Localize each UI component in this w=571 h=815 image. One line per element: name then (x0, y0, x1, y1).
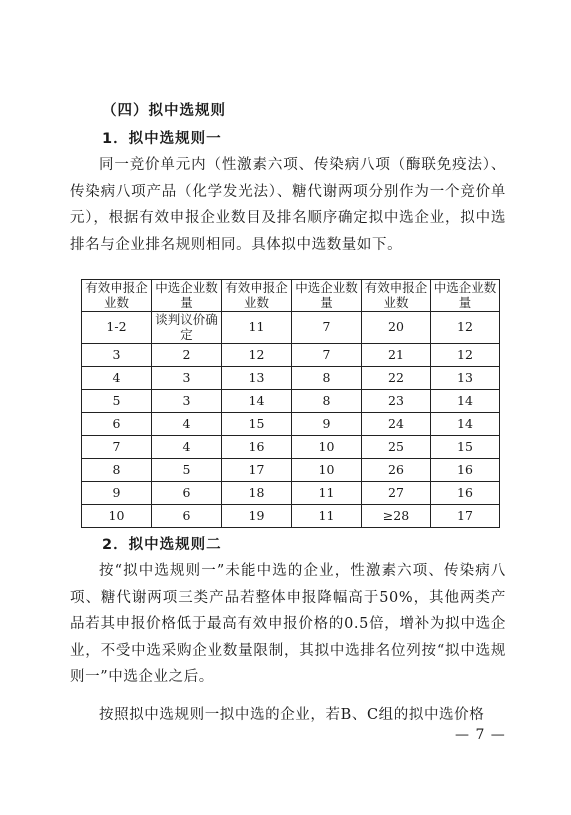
table-cell: 13 (431, 367, 500, 390)
table-cell: 18 (222, 482, 292, 505)
table-cell: 4 (82, 367, 152, 390)
table-cell: 10 (82, 505, 152, 528)
table-cell: ≥28 (362, 505, 431, 528)
table-row (82, 482, 500, 505)
table-cell: 16 (431, 459, 500, 482)
table-header-cell: 有效申报企业数 (82, 280, 152, 312)
table-cell: 12 (222, 344, 292, 367)
selection-quantity-table (81, 279, 500, 528)
rule3-paragraph (70, 702, 506, 729)
table-cell: 26 (362, 459, 431, 482)
table-cell: 17 (431, 505, 500, 528)
table-cell: 谈判议价确定 (152, 312, 222, 344)
table-cell: 21 (362, 344, 431, 367)
table-cell: 14 (431, 413, 500, 436)
table-cell: 11 (292, 482, 362, 505)
table-cell: 9 (82, 482, 152, 505)
table-row (82, 505, 500, 528)
table-cell: 5 (152, 459, 222, 482)
page-number: — 7 — (455, 727, 506, 743)
table-cell: 20 (362, 312, 431, 344)
table-cell: 3 (82, 344, 152, 367)
table-row (82, 459, 500, 482)
table-cell: 15 (431, 436, 500, 459)
table-header-cell: 中选企业数量 (292, 280, 362, 312)
table-cell: 17 (222, 459, 292, 482)
table-cell: 11 (292, 505, 362, 528)
table-cell: 3 (152, 390, 222, 413)
table-cell: 25 (362, 436, 431, 459)
table-cell: 10 (292, 436, 362, 459)
table-cell: 1-2 (82, 312, 152, 344)
table-cell: 2 (152, 344, 222, 367)
table-cell: 4 (152, 413, 222, 436)
table-cell: 16 (431, 482, 500, 505)
table-row (82, 413, 500, 436)
table-cell: 27 (362, 482, 431, 505)
rule3-text: 按照拟中选规则一拟中选的企业，若B、C组的拟中选价格 (99, 707, 485, 723)
section-heading: （四）拟中选规则 (102, 103, 226, 119)
table-row (82, 367, 500, 390)
rule1-heading: 1．拟中选规则一 (102, 131, 222, 147)
table-cell: 12 (431, 344, 500, 367)
table-cell: 7 (82, 436, 152, 459)
table-cell: 24 (362, 413, 431, 436)
table-cell: 6 (152, 482, 222, 505)
table-cell: 6 (152, 505, 222, 528)
table-cell: 8 (82, 459, 152, 482)
table-header-row (82, 280, 500, 312)
table-cell: 13 (222, 367, 292, 390)
table-cell: 7 (292, 344, 362, 367)
rule2-paragraph (70, 558, 506, 691)
table-row (82, 436, 500, 459)
table-cell: 22 (362, 367, 431, 390)
rule1-paragraph (70, 152, 506, 258)
table-row (82, 344, 500, 367)
table-cell: 9 (292, 413, 362, 436)
table-cell: 7 (292, 312, 362, 344)
table-header-cell: 有效申报企业数 (362, 280, 431, 312)
table-cell: 19 (222, 505, 292, 528)
table-cell: 8 (292, 367, 362, 390)
table-cell: 5 (82, 390, 152, 413)
table-cell: 16 (222, 436, 292, 459)
table-cell: 23 (362, 390, 431, 413)
table-cell: 10 (292, 459, 362, 482)
table-header-cell: 中选企业数量 (152, 280, 222, 312)
table-cell: 14 (431, 390, 500, 413)
table-cell: 15 (222, 413, 292, 436)
rule2-heading: 2．拟中选规则二 (102, 537, 222, 553)
table-cell: 8 (292, 390, 362, 413)
table-cell: 14 (222, 390, 292, 413)
table-cell: 3 (152, 367, 222, 390)
table-cell: 12 (431, 312, 500, 344)
rule2-text: 按“拟中选规则一”未能中选的企业，性激素六项、传染病八项、糖代谢两项三类产品若整体申报降幅高于50%，其他两类产品若其申报价格低于最高有效申报价格的0.5倍，增补为拟中选企业，不受中选采购企业数量限制，其拟中选排名位列按“拟中选规则一”中选企业之后。 (70, 563, 506, 685)
table-cell: 11 (222, 312, 292, 344)
table-header-cell: 中选企业数量 (431, 280, 500, 312)
table-cell: 4 (152, 436, 222, 459)
table-cell: 6 (82, 413, 152, 436)
rule1-text: 同一竞价单元内（性激素六项、传染病八项（酶联免疫法）、传染病八项产品（化学发光法）、糖代谢两项分别作为一个竞价单元），根据有效申报企业数目及排名顺序确定拟中选企业，拟中选排名与企业排名规则相同。具体拟中选数量如下。 (70, 157, 506, 253)
table-row (82, 312, 500, 344)
table-header-cell: 有效申报企业数 (222, 280, 292, 312)
table-row (82, 390, 500, 413)
